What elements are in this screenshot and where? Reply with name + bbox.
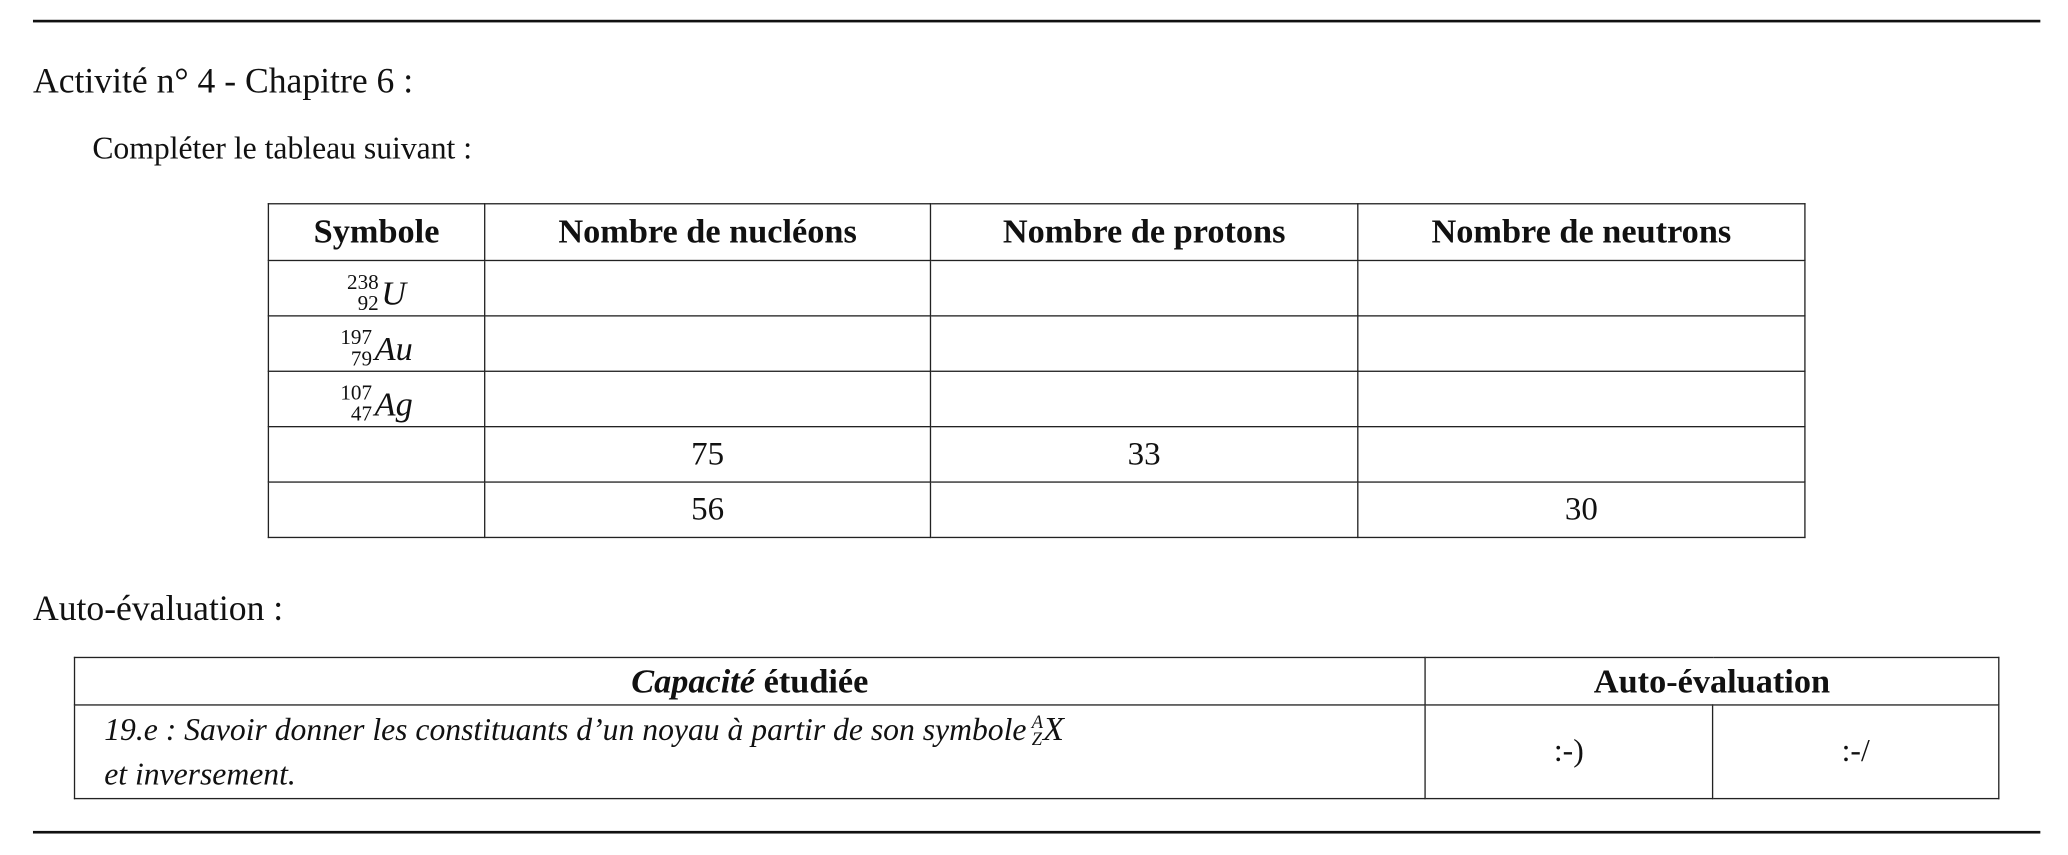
az-symbol (1032, 715, 1043, 749)
capacity-italic: Capacité (631, 661, 756, 700)
table-row (268, 316, 1805, 371)
header-self-eval: Auto-évaluation (1425, 657, 1999, 704)
symbol-x: X (1043, 708, 1064, 748)
atomic-number: 92 (357, 292, 379, 316)
mass-atomic (347, 273, 379, 315)
symbol-a: A (1031, 713, 1044, 734)
header-symbol: Symbole (268, 204, 484, 261)
nucleons-cell[interactable]: 56 (485, 482, 931, 537)
protons-cell[interactable] (930, 371, 1357, 426)
mass-number: 197 (340, 327, 372, 350)
symbol-z: Z (1031, 730, 1043, 751)
header-neutrons: Nombre de neutrons (1358, 204, 1805, 261)
option-happy[interactable]: :-) (1425, 705, 1713, 799)
protons-cell[interactable] (930, 260, 1357, 315)
activity-title: Activité n° 4 - Chapitre 6 : (32, 60, 414, 101)
symbol-cell (268, 482, 484, 537)
bottom-rule (33, 831, 2040, 834)
self-eval-table (74, 657, 2000, 799)
neutrons-cell[interactable] (1358, 371, 1805, 426)
instruction-text: Compléter le tableau suivant : (92, 131, 473, 167)
table-header-row (268, 204, 1805, 261)
capacity-rest: étudiée (755, 661, 869, 700)
header-protons: Nombre de protons (930, 204, 1357, 261)
neutrons-cell[interactable] (1358, 316, 1805, 371)
mass-atomic (340, 328, 372, 370)
option-unsure[interactable]: :-/ (1713, 705, 1999, 799)
symbol-cell (268, 371, 484, 426)
neutrons-cell[interactable] (1358, 260, 1805, 315)
symbol-cell (268, 427, 484, 482)
nuclide-symbol (347, 273, 406, 315)
neutrons-cell[interactable]: 30 (1358, 482, 1805, 537)
nuclide-symbol (340, 384, 412, 426)
table-row (268, 260, 1805, 315)
element-symbol: Au (374, 329, 413, 368)
mass-number: 238 (347, 271, 379, 295)
table-row (268, 371, 1805, 426)
self-eval-heading: Auto-évaluation : (32, 588, 284, 628)
symbol-cell (268, 260, 484, 315)
capacity-text: 19.e : Savoir donner les constituants d’un noyau à partir de son symbole (104, 712, 1027, 748)
mass-number: 107 (340, 382, 372, 405)
symbol-cell (268, 316, 484, 371)
atomic-number: 79 (350, 348, 372, 371)
table-row (75, 705, 1999, 799)
table-header-row (75, 657, 1999, 704)
nucleons-cell[interactable] (485, 260, 931, 315)
element-symbol: Ag (374, 385, 413, 424)
atomic-number: 47 (350, 403, 372, 427)
protons-cell[interactable] (930, 482, 1357, 537)
table-row (268, 482, 1805, 537)
protons-cell[interactable] (930, 316, 1357, 371)
nuclide-symbol (340, 328, 412, 370)
top-rule (33, 20, 2040, 23)
neutrons-cell[interactable] (1358, 427, 1805, 482)
header-nucleons: Nombre de nucléons (485, 204, 931, 261)
capacity-text-end: et inversement. (104, 757, 296, 792)
table-row (268, 427, 1805, 482)
header-capacity (75, 657, 1426, 704)
element-symbol: U (381, 274, 407, 313)
capacity-cell (75, 705, 1426, 799)
nucleons-cell[interactable]: 75 (485, 427, 931, 482)
nucleus-table (268, 203, 1806, 538)
mass-atomic (340, 384, 372, 426)
nucleons-cell[interactable] (485, 316, 931, 371)
protons-cell[interactable]: 33 (930, 427, 1357, 482)
nucleons-cell[interactable] (485, 371, 931, 426)
